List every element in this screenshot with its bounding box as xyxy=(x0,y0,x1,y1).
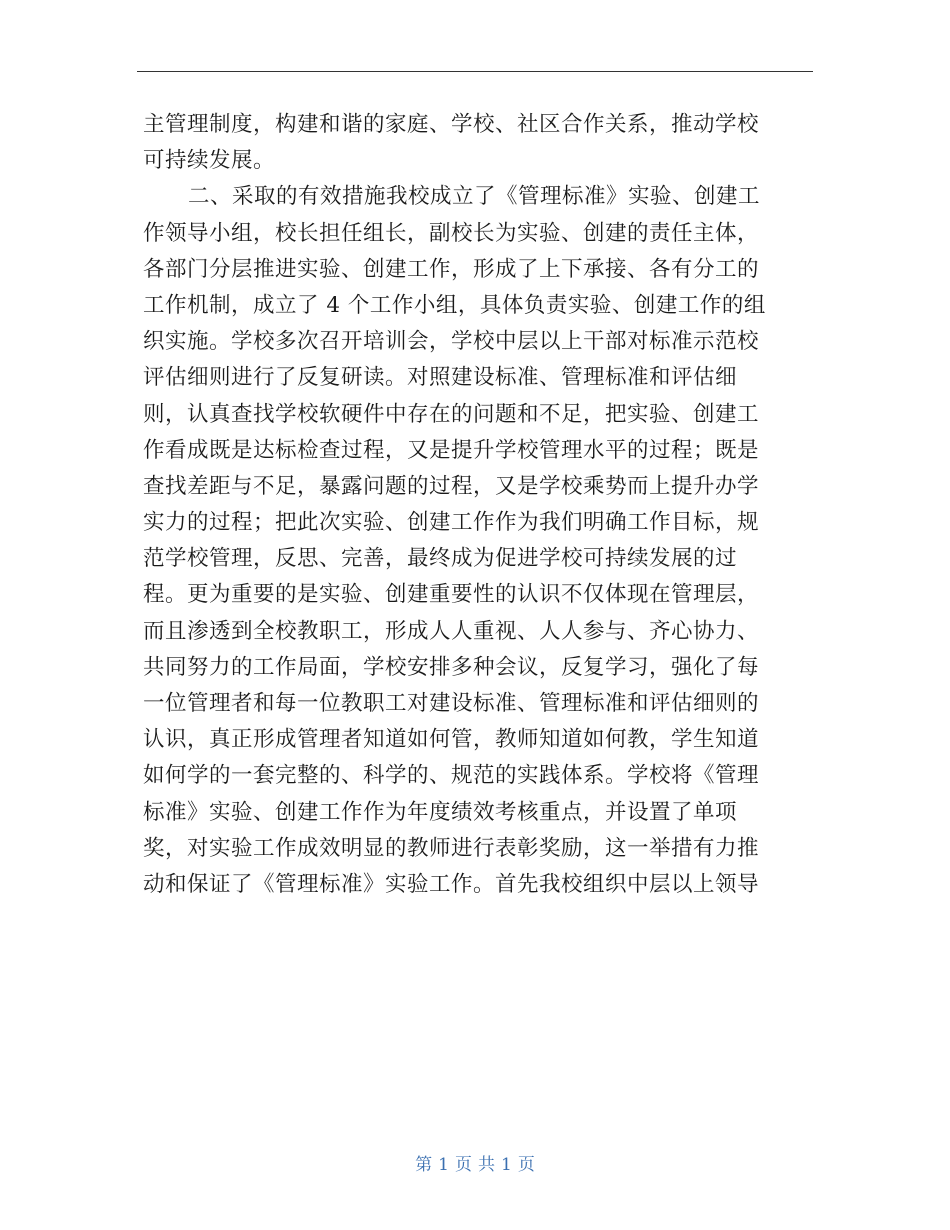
text-line: 作领导小组，校长担任组长，副校长为实验、创建的责任主体， xyxy=(143,220,760,246)
text-line: 主管理制度，构建和谐的家庭、学校、社区合作关系，推动学校 xyxy=(143,112,760,137)
section-heading-line: 二、采取的有效措施我校成立了《管理标准》实验、创建工 xyxy=(188,184,761,210)
text-line: 实力的过程；把此次实验、创建工作作为我们明确工作目标，规 xyxy=(143,510,760,536)
text-line: 动和保证了《管理标准》实验工作。首先我校组织中层以上领导 xyxy=(143,871,760,897)
footer-total-pages: 1 xyxy=(501,1155,512,1175)
footer-total-label: 共 xyxy=(478,1155,495,1175)
text-line: 一位管理者和每一位教职工对建设标准、管理标准和评估细则的 xyxy=(143,691,760,716)
footer-page-number: 1 xyxy=(438,1155,449,1175)
text-line: 评估细则进行了反复研读。对照建设标准、管理标准和评估细 xyxy=(143,365,738,391)
text-line: 如何学的一套完整的、科学的、规范的实践体系。学校将《管理 xyxy=(143,763,760,789)
text-line: 认识，真正形成管理者知道如何管，教师知道如何教，学生知道 xyxy=(143,727,760,753)
text-line: 可持续发展。 xyxy=(143,148,276,174)
text-line: 奖，对实验工作成效明显的教师进行表彰奖励，这一举措有力推 xyxy=(143,835,760,861)
text-line: 工作机制，成立了 4 个工作小组，具体负责实验、创建工作的组 xyxy=(143,292,766,318)
footer-page-unit: 页 xyxy=(455,1155,472,1175)
text-line: 织实施。学校多次召开培训会，学校中层以上干部对标准示范校 xyxy=(143,329,760,355)
text-line: 范学校管理，反思、完善，最终成为促进学校可持续发展的过 xyxy=(143,546,738,572)
text-line: 作看成既是达标检查过程，又是提升学校管理水平的过程；既是 xyxy=(143,437,760,463)
text-line: 查找差距与不足，暴露问题的过程，又是学校乘势而上提升办学 xyxy=(143,473,760,499)
text-line: 而且渗透到全校教职工，形成人人重视、人人参与、齐心协力、 xyxy=(143,618,760,644)
page-footer xyxy=(0,1150,950,1175)
text-line: 各部门分层推进实验、创建工作，形成了上下承接、各有分工的 xyxy=(143,256,760,282)
text-line: 共同努力的工作局面，学校安排多种会议，反复学习，强化了每 xyxy=(143,654,760,680)
text-line: 程。更为重要的是实验、创建重要性的认识不仅体现在管理层， xyxy=(143,582,760,608)
footer-total-unit: 页 xyxy=(517,1155,535,1175)
text-line: 则，认真查找学校软硬件中存在的问题和不足，把实验、创建工 xyxy=(143,401,760,427)
text-line: 标准》实验、创建工作作为年度绩效考核重点，并设置了单项 xyxy=(143,799,738,825)
header-rule xyxy=(137,71,813,72)
footer-page-label: 第 xyxy=(415,1155,433,1175)
document-body xyxy=(143,107,803,903)
